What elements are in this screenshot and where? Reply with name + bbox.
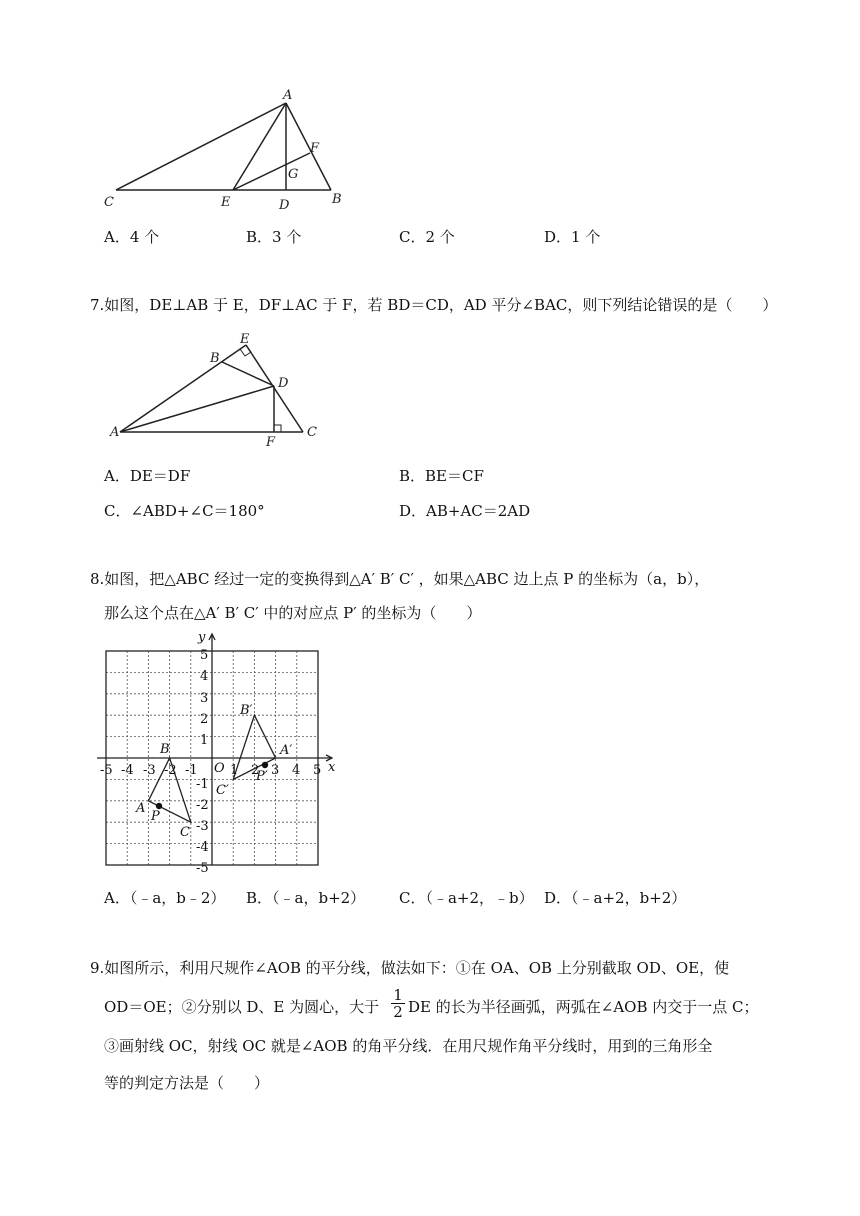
q7-option-c: C．∠ABD+∠C＝180° (104, 502, 265, 520)
y-tick: -1 (196, 777, 209, 792)
q7-option-d: D．AB+AC＝2AD (399, 502, 531, 520)
q6-option-d: D．1 个 (544, 228, 601, 246)
x-tick: 5 (313, 763, 322, 778)
x-tick: 4 (292, 763, 301, 778)
x-tick: 2 (251, 763, 260, 778)
q7-option-b: B．BE＝CF (399, 467, 484, 485)
q6-label-c: C (104, 195, 114, 210)
point-a-label: A (136, 801, 146, 816)
x-axis-label: x (328, 760, 336, 775)
y-tick: -3 (196, 819, 209, 834)
x-tick: 1 (230, 763, 239, 778)
q6-figure (95, 82, 365, 212)
point-p-label: P (151, 809, 160, 824)
x-tick: -2 (164, 763, 177, 778)
point-b-prime-label: B′ (240, 703, 253, 718)
x-tick: 3 (271, 763, 280, 778)
q8-coordinate-figure (95, 628, 345, 876)
q9-fraction-denominator: 2 (393, 1003, 403, 1021)
y-axis-label: y (198, 630, 206, 645)
q6-label-f: F (310, 141, 320, 156)
x-tick: -5 (100, 763, 113, 778)
q7-option-a: A．DE＝DF (104, 467, 191, 485)
q8-stem-line1: 8.如图，把△ABC 经过一定的变换得到△A′ B′ C′ ，如果△ABC 边上点 P 的坐标为（a，b）， (90, 570, 710, 588)
point-c-prime-label: C′ (216, 783, 229, 798)
q6-label-g: G (288, 167, 299, 182)
q8-option-d: D．（﹣a+2，b+2） (544, 889, 687, 907)
q8-stem-line2: 那么这个点在△A′ B′ C′ 中的对应点 P′ 的坐标为（ ） (104, 604, 482, 622)
y-tick: -2 (196, 798, 209, 813)
origin-label: O (214, 761, 225, 776)
x-tick: -3 (143, 763, 156, 778)
y-tick: 5 (200, 648, 209, 663)
point-a-prime-label: A′ (280, 743, 293, 758)
y-tick: -5 (196, 861, 209, 876)
q9-line1: 9.如图所示，利用尺规作∠AOB 的平分线，做法如下：①在 OA、OB 上分别截取 OD、OE，使 (90, 959, 730, 977)
y-tick: -4 (196, 840, 209, 855)
point-p-prime-label: P′ (256, 769, 268, 784)
y-tick: 3 (200, 691, 209, 706)
q9-fraction-numerator: 1 (393, 986, 403, 1004)
q7-label-c: C (307, 425, 317, 440)
point-c-label: C (180, 825, 190, 840)
q6-label-b: B (332, 192, 342, 207)
q8-option-c: C．（﹣a+2，﹣b） (399, 889, 534, 907)
y-tick: 4 (200, 669, 209, 684)
q9-line2a: OD＝OE；②分别以 D、E 为圆心，大于 (104, 998, 380, 1016)
q6-label-e: E (221, 195, 231, 210)
q6-option-c: C．2 个 (399, 228, 455, 246)
q6-option-a: A．4 个 (104, 228, 160, 246)
q9-line3: ③画射线 OC，射线 OC 就是∠AOB 的角平分线．在用尺规作角平分线时，用到的三角形全 (104, 1037, 713, 1055)
q7-label-e: E (240, 332, 250, 347)
q7-label-b: B (210, 351, 220, 366)
q6-label-d: D (279, 198, 290, 213)
q6-option-b: B．3 个 (246, 228, 302, 246)
x-tick: -1 (185, 763, 198, 778)
point-b-label: B (160, 742, 170, 757)
q9-fraction (391, 988, 405, 1019)
y-tick: 2 (200, 712, 209, 727)
q7-label-d: D (278, 376, 289, 391)
q6-label-a: A (283, 88, 293, 103)
y-tick: 1 (200, 733, 209, 748)
q9-line2b: DE 的长为半径画弧，两弧在∠AOB 内交于一点 C； (408, 998, 759, 1016)
q8-option-a: A．（﹣a，b﹣2） (104, 889, 226, 907)
x-tick: -4 (121, 763, 134, 778)
q7-label-f: F (266, 435, 276, 450)
q8-option-b: B．（﹣a，b+2） (246, 889, 366, 907)
q7-label-a: A (110, 425, 120, 440)
q9-line4: 等的判定方法是（ ） (104, 1074, 270, 1092)
q7-stem: 7.如图，DE⊥AB 于 E，DF⊥AC 于 F，若 BD＝CD，AD 平分∠BAC，则下列结论错误的是（ ） (90, 296, 778, 314)
q7-figure (105, 330, 330, 448)
